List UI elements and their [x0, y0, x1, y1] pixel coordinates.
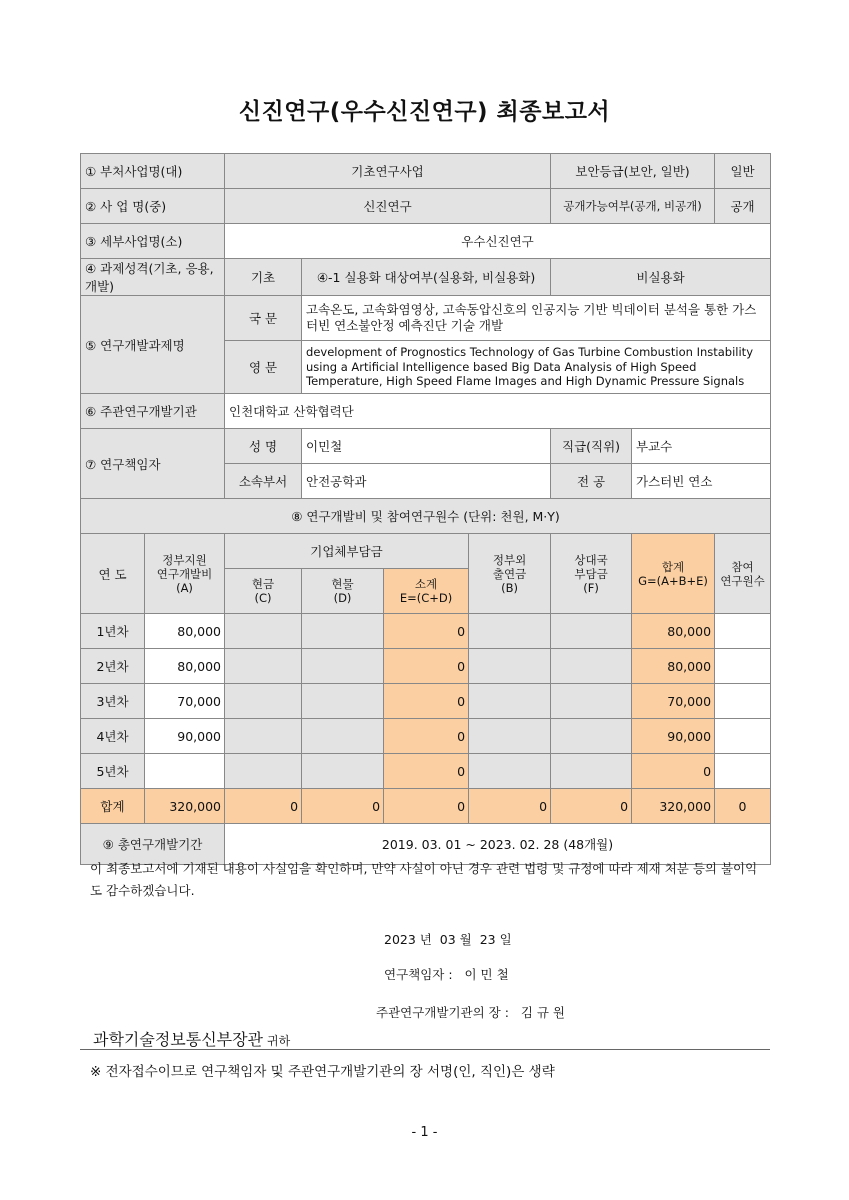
budget-counterpart [551, 719, 632, 754]
budget-sum-gov: 320,000 [145, 789, 225, 824]
budget-sum-kind: 0 [302, 789, 384, 824]
field-label-security-level: 보안등급(보안, 일반) [551, 154, 715, 189]
budget-header-external: 정부외 출연금 (B) [469, 534, 551, 614]
field-value-commercialization: 비실용화 [551, 259, 771, 296]
budget-cash [225, 719, 302, 754]
table-row [81, 754, 771, 789]
field-label-title-english: 영 문 [225, 341, 302, 394]
budget-cash [225, 684, 302, 719]
budget-cash [225, 754, 302, 789]
budget-researchers [715, 649, 771, 684]
budget-header-government: 정부지원 연구개발비 (A) [145, 534, 225, 614]
budget-sum-counterpart: 0 [551, 789, 632, 824]
budget-kind [302, 684, 384, 719]
table-row [81, 614, 771, 649]
budget-external [469, 719, 551, 754]
field-value-sub-program: 우수신진연구 [225, 224, 771, 259]
budget-year: 1년차 [81, 614, 145, 649]
budget-sum-subtotal: 0 [384, 789, 469, 824]
budget-cash [225, 649, 302, 684]
institution-head-signature: 주관연구개발기관의 장 : 김 규 원 [376, 1005, 566, 1020]
table-row [81, 684, 771, 719]
confirmation-statement: 이 최종보고서에 기재된 내용이 사실임을 확인하며, 만약 사실이 아닌 경우 관련 법령 및 규정에 따라 제재 처분 등의 불이익도 감수하겠습니다. [90, 861, 758, 898]
budget-sum-researchers: 0 [715, 789, 771, 824]
budget-total: 90,000 [632, 719, 715, 754]
budget-researchers [715, 719, 771, 754]
field-label-project-title: ⑤ 연구개발과제명 [81, 296, 225, 394]
report-title: 신진연구(우수신진연구) 최종보고서 [238, 99, 611, 125]
field-value-title-korean: 고속온도, 고속화염영상, 고속동압신호의 인공지능 기반 빅데이터 분석을 통한 가스터빈 연소불안정 예측진단 기술 개발 [302, 296, 771, 341]
budget-sum-total: 320,000 [632, 789, 715, 824]
budget-external [469, 754, 551, 789]
field-label-pi-major: 전 공 [551, 464, 632, 499]
budget-sum-cash: 0 [225, 789, 302, 824]
budget-header-counterpart: 상대국 부담금 (F) [551, 534, 632, 614]
field-value-pi-rank: 부교수 [632, 429, 771, 464]
budget-total: 80,000 [632, 614, 715, 649]
field-label-pi-department: 소속부서 [225, 464, 302, 499]
budget-subtotal: 0 [384, 684, 469, 719]
budget-counterpart [551, 649, 632, 684]
page-number: - 1 - [411, 1125, 438, 1140]
field-label-pi-rank: 직급(직위) [551, 429, 632, 464]
budget-subtotal: 0 [384, 754, 469, 789]
budget-kind [302, 614, 384, 649]
budget-gov: 70,000 [145, 684, 225, 719]
budget-sum-row [81, 789, 771, 824]
budget-section-heading: ⑧ 연구개발비 및 참여연구원수 (단위: 천원, M·Y) [81, 499, 771, 534]
budget-year: 5년차 [81, 754, 145, 789]
budget-external [469, 649, 551, 684]
budget-header-in-kind: 현물 (D) [302, 569, 384, 614]
budget-researchers [715, 684, 771, 719]
budget-total: 0 [632, 754, 715, 789]
budget-total: 80,000 [632, 649, 715, 684]
budget-header-total: 합계 G=(A+B+E) [632, 534, 715, 614]
field-label-disclosure: 공개가능여부(공개, 비공개) [551, 189, 715, 224]
principal-investigator-signature: 연구책임자 : 이 민 철 [384, 967, 509, 982]
field-value-period: 2019. 03. 01 ~ 2023. 02. 28 (48개월) [225, 824, 771, 865]
budget-kind [302, 754, 384, 789]
field-label-pi-name: 성 명 [225, 429, 302, 464]
field-value-pi-department: 안전공학과 [302, 464, 551, 499]
budget-header-subtotal: 소계 E=(C+D) [384, 569, 469, 614]
field-label-period: ⑨ 총연구개발기간 [81, 824, 225, 865]
budget-kind [302, 649, 384, 684]
report-date: 2023 년 03 월 23 일 [384, 932, 512, 947]
field-value-pi-name: 이민철 [302, 429, 551, 464]
budget-researchers [715, 614, 771, 649]
table-row [81, 649, 771, 684]
field-label-commercialization: ④-1 실용화 대상여부(실용화, 비실용화) [302, 259, 551, 296]
budget-counterpart [551, 754, 632, 789]
field-label-sub-program: ③ 세부사업명(소) [81, 224, 225, 259]
field-label-project-nature: ④ 과제성격(기초, 응용, 개발) [81, 259, 225, 296]
addressee [93, 1027, 290, 1050]
budget-sum-external: 0 [469, 789, 551, 824]
field-label-ministry-program: ① 부처사업명(대) [81, 154, 225, 189]
budget-sum-label: 합계 [81, 789, 145, 824]
field-value-host-institution: 인천대학교 산학협력단 [225, 394, 771, 429]
budget-external [469, 684, 551, 719]
budget-year: 3년차 [81, 684, 145, 719]
budget-year: 2년차 [81, 649, 145, 684]
field-label-host-institution: ⑥ 주관연구개발기관 [81, 394, 225, 429]
budget-kind [302, 719, 384, 754]
budget-counterpart [551, 614, 632, 649]
field-label-title-korean: 국 문 [225, 296, 302, 341]
budget-subtotal: 0 [384, 719, 469, 754]
budget-gov [145, 754, 225, 789]
field-value-program-name: 신진연구 [225, 189, 551, 224]
budget-header-researchers: 참여 연구원수 [715, 534, 771, 614]
field-value-title-english: development of Prognostics Technology of Gas Turbine Combustion Instability using a Artificial Intelligence based Big Data Analysis of High Speed Temperature, High Speed Flame Images and High Dynamic Pressure Signals [302, 341, 771, 394]
budget-gov: 80,000 [145, 614, 225, 649]
budget-researchers [715, 754, 771, 789]
addressee-suffix: 귀하 [267, 1034, 291, 1048]
budget-external [469, 614, 551, 649]
budget-header-cash: 현금 (C) [225, 569, 302, 614]
budget-header-corporate: 기업체부담금 [225, 534, 469, 569]
divider [80, 1049, 770, 1050]
budget-gov: 90,000 [145, 719, 225, 754]
budget-gov: 80,000 [145, 649, 225, 684]
budget-subtotal: 0 [384, 649, 469, 684]
budget-subtotal: 0 [384, 614, 469, 649]
field-label-principal-investigator: ⑦ 연구책임자 [81, 429, 225, 499]
budget-total: 70,000 [632, 684, 715, 719]
footnote: ※ 전자접수이므로 연구책임자 및 주관연구개발기관의 장 서명(인, 직인)은 생략 [90, 1064, 555, 1080]
field-value-pi-major: 가스터빈 연소 [632, 464, 771, 499]
field-value-project-nature: 기초 [225, 259, 302, 296]
field-label-program-name: ② 사 업 명(중) [81, 189, 225, 224]
field-value-ministry-program: 기초연구사업 [225, 154, 551, 189]
budget-cash [225, 614, 302, 649]
budget-counterpart [551, 684, 632, 719]
budget-year: 4년차 [81, 719, 145, 754]
addressee-name: 과학기술정보통신부장관 [93, 1030, 264, 1049]
report-table [80, 153, 771, 865]
field-value-security-level: 일반 [715, 154, 771, 189]
budget-header-year: 연 도 [81, 534, 145, 614]
field-value-disclosure: 공개 [715, 189, 771, 224]
table-row [81, 719, 771, 754]
